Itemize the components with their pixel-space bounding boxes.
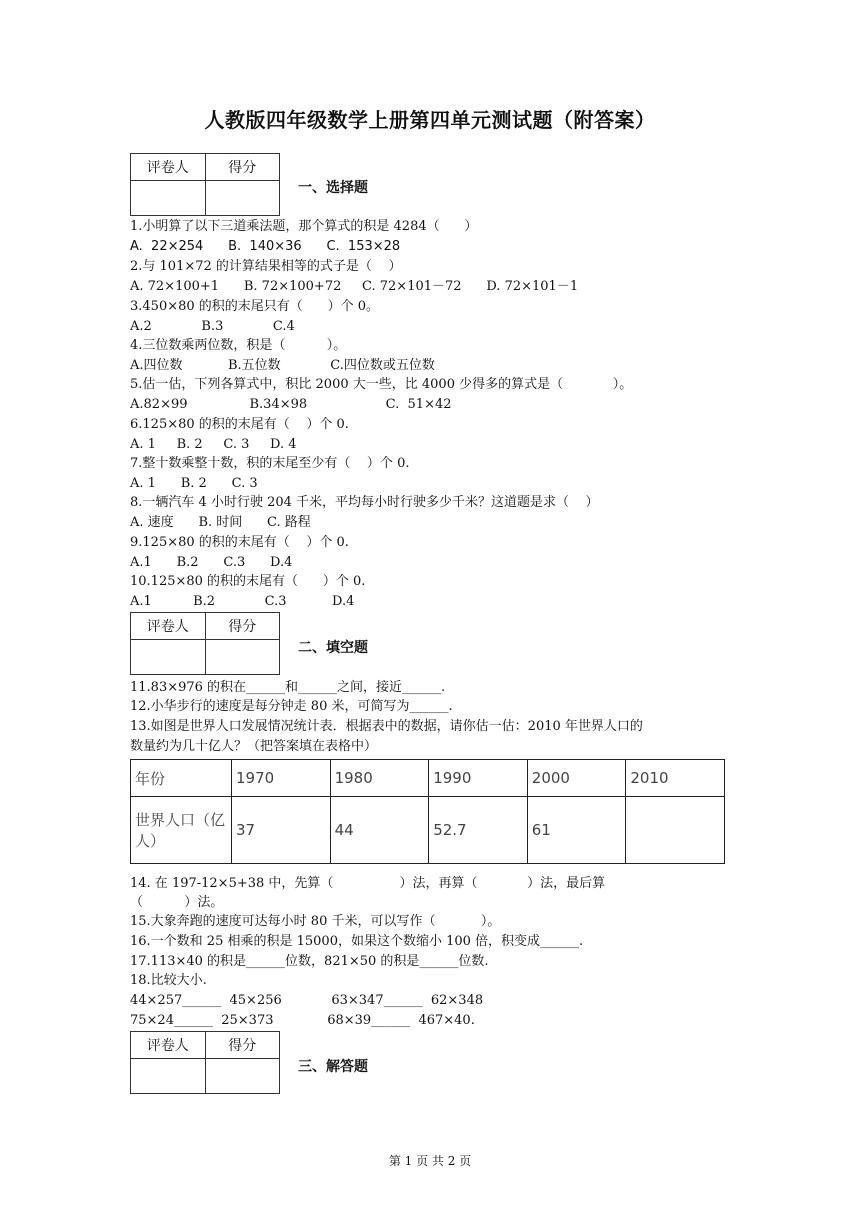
page-title: 人教版四年级数学上册第四单元测试题（附答案）: [204, 108, 656, 132]
table-header-cell: 1970: [232, 760, 331, 797]
grader-label: 评卷人: [131, 1032, 206, 1059]
table-header-cell: 1990: [429, 760, 528, 797]
question-5: 5.估一估，下列各算式中，积比 2000 大一些，比 4000 少得多的算式是（ ）。: [130, 377, 633, 392]
question-1-options: A. 22×254 B. 140×36 C. 153×28: [130, 239, 401, 254]
question-14-line-2: （ ）法。: [130, 895, 224, 910]
question-4-options: A.四位数 B.五位数 C.四位数或五位数: [130, 358, 435, 373]
table-cell: 44: [330, 797, 429, 864]
score-cell[interactable]: [205, 181, 280, 216]
question-14-line-1: 14. 在 197-12×5+38 中，先算（ ）法，再算（ ）法，最后算: [130, 876, 606, 891]
question-8-options: A. 速度 B. 时间 C. 路程: [130, 515, 311, 530]
question-1: 1.小明算了以下三道乘法题，那个算式的积是 4284（ ）: [130, 219, 478, 234]
score-table: [130, 612, 280, 675]
score-label: 得分: [205, 1032, 280, 1059]
grader-label: 评卷人: [131, 154, 206, 181]
question-6: 6.125×80 的积的末尾有（ ）个 0.: [130, 417, 349, 432]
grader-cell[interactable]: [131, 181, 206, 216]
score-table: [130, 1031, 280, 1094]
table-row-label: 世界人口（亿人）: [131, 797, 232, 864]
table-header-cell: 2010: [626, 760, 725, 797]
question-2: 2.与 101×72 的计算结果相等的式子是（ ）: [130, 259, 402, 274]
question-16: 16.一个数和 25 相乘的积是 15000，如果这个数缩小 100 倍，积变成______.: [130, 934, 584, 949]
section-heading-choice: 一、选择题: [298, 180, 368, 196]
question-18: 18.比较大小.: [130, 973, 207, 988]
table-header-cell: 2000: [527, 760, 626, 797]
score-label: 得分: [205, 154, 280, 181]
population-table: [130, 759, 725, 864]
answer-cell[interactable]: [626, 797, 725, 864]
score-table: [130, 153, 280, 216]
question-7-options: A. 1 B. 2 C. 3: [130, 476, 258, 491]
page-footer: 第 1 页 共 2 页: [388, 1154, 472, 1168]
question-5-options: A.82×99 B.34×98 C. 51×42: [130, 397, 452, 412]
question-3-options: A.2 B.3 C.4: [130, 319, 295, 334]
question-13-line-1: 13.如图是世界人口发展情况统计表．根据表中的数据，请你估一估：2010 年世界人口的: [130, 719, 643, 734]
question-10-options: A.1 B.2 C.3 D.4: [130, 594, 355, 609]
table-header-cell: 年份: [131, 760, 232, 797]
score-cell[interactable]: [205, 640, 280, 675]
table-cell: 52.7: [429, 797, 528, 864]
question-3: 3.450×80 的积的末尾只有（ ）个 0。: [130, 299, 379, 314]
table-header-cell: 1980: [330, 760, 429, 797]
score-cell[interactable]: [205, 1059, 280, 1094]
section-heading-fill: 二、填空题: [298, 640, 368, 656]
question-13-line-2: 数量约为几十亿人？（把答案填在表格中）: [130, 739, 378, 754]
table-cell: 37: [232, 797, 331, 864]
grader-cell[interactable]: [131, 640, 206, 675]
grader-cell[interactable]: [131, 1059, 206, 1094]
question-4: 4.三位数乘两位数，积是（ ）。: [130, 338, 347, 353]
question-15: 15.大象奔跑的速度可达每小时 80 千米，可以写作（ ）。: [130, 914, 501, 929]
score-label: 得分: [205, 613, 280, 640]
question-6-options: A. 1 B. 2 C. 3 D. 4: [130, 437, 297, 452]
question-11: 11.83×976 的积在______和______之间，接近______.: [130, 680, 446, 695]
grader-label: 评卷人: [131, 613, 206, 640]
question-18-row-2: 75×24______ 25×373 68×39______ 467×40.: [130, 1013, 475, 1028]
question-9: 9.125×80 的积的末尾有（ ）个 0.: [130, 535, 349, 550]
question-7: 7.整十数乘整十数，积的末尾至少有（ ）个 0.: [130, 456, 410, 471]
table-cell: 61: [527, 797, 626, 864]
question-8: 8.一辆汽车 4 小时行驶 204 千米，平均每小时行驶多少千米？这道题是求（ ）: [130, 495, 599, 510]
section-heading-solve: 三、解答题: [298, 1059, 368, 1075]
question-17: 17.113×40 的积是______位数，821×50 的积是______位数.: [130, 954, 489, 969]
question-9-options: A.1 B.2 C.3 D.4: [130, 555, 293, 570]
question-2-options: A. 72×100+1 B. 72×100+72 C. 72×101－72 D. 72×101－1: [130, 279, 579, 294]
question-12: 12.小华步行的速度是每分钟走 80 米，可简写为______.: [130, 699, 453, 714]
question-18-row-1: 44×257______ 45×256 63×347______ 62×348: [130, 993, 484, 1008]
question-10: 10.125×80 的积的末尾有（ ）个 0.: [130, 574, 366, 589]
